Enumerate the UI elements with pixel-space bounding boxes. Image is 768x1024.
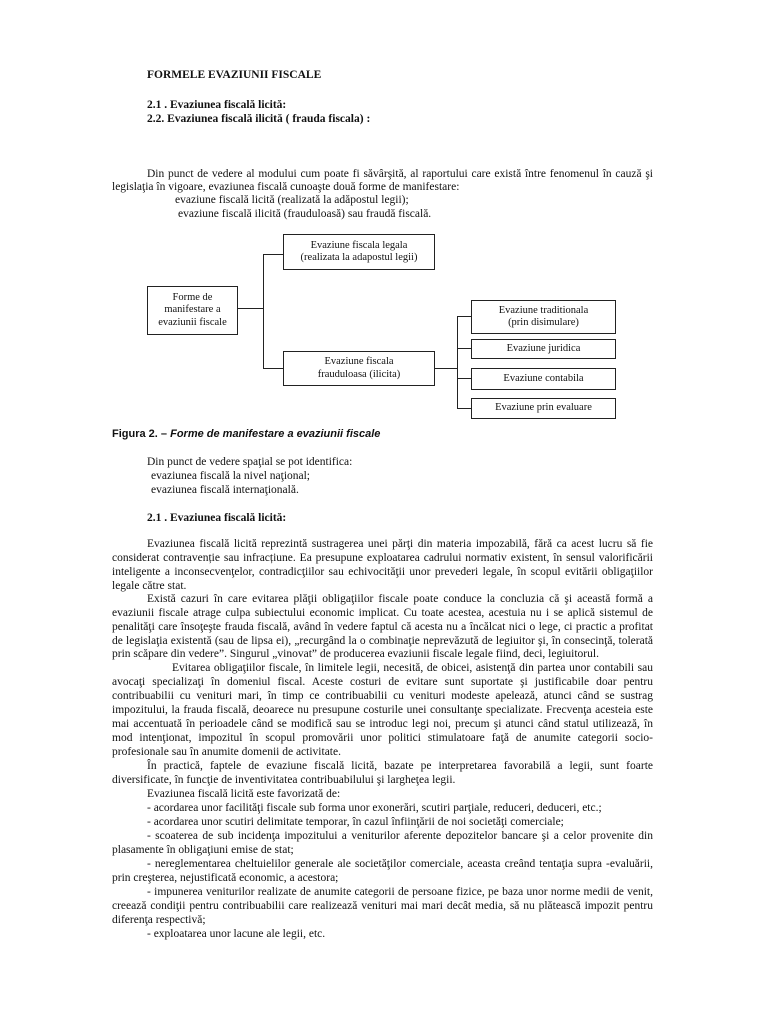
diagram-sub-evaluare: Evaziune prin evaluare [471,398,616,419]
toc-item-ilicita: 2.2. Evaziunea fiscală ilicită ( frauda fiscala) : [147,113,371,125]
diagram-sub-juridica: Evaziune juridica [471,339,616,359]
list-item: - impunerea veniturilor realizate de anumite categorii de persoane fizice, pe baza unor norme medii de venit, [147,886,653,898]
connector-root-vertical [263,254,264,369]
list-item: - acordarea unor scutiri delimitate temporar, în cazul înfiinţării de noi societăţi comerciale; [147,816,564,828]
body-line: diversificate, în funcţie de inventivitatea contribuabilului şi largheţea legii. [112,774,456,786]
spatial-intro: Din punct de vedere spaţial se pot identifica: [147,456,353,468]
spatial-international: evaziunea fiscală internaţională. [151,484,299,496]
connector-root [237,308,264,309]
connector-legal [263,254,283,255]
diagram-sub-contabila: Evaziune contabila [471,368,616,390]
body-line: prin scăpare din vedere”. Singurul „vinovat” de producerea evaziunii fiscale legale fiind, deci, legiuitorul. [112,648,599,660]
body-line: inteligente a inconsecvenţelor, contradicţiilor sau echivocităţii unor prevederi legale, în scopul evitării obligaţiilor [112,566,653,578]
connector-illegal [263,368,283,369]
body-line: impozitului, la frauda fiscală, deoarece nu presupune costurile unei consultanţe specializate. Frecvenţa acesteia este [112,704,653,716]
connector-illegal-out [435,368,458,369]
body-line: Există cazuri în care evitarea plăţii obligaţiilor fiscale poate conduce la concluzia că şi această formă a [147,593,653,605]
list-item: plasamente în obligaţiuni emise de stat; [112,844,294,856]
connector-sub-1 [457,316,471,317]
list-item: prin creşterea, nejustificată economic, a acestora; [112,872,339,884]
body-line: mod intenţionat, impozitul în scopul promovării unor politici stimulatoare faţă de anumite categorii socio- [112,732,653,744]
list-item: - nereglementarea cheltuielilor generale ale societăţilor comerciale, aceasta creând tentaţia supra -evaluării, [147,858,653,870]
intro-form-ilicita: evaziune fiscală ilicită (frauduloasă) sau fraudă fiscală. [178,208,432,220]
list-item: - scoaterea de sub incidenţa impozitului a veniturilor aferente depozitelor bancare şi a celor provenite din [147,830,653,842]
body-line: legale către stat. [112,580,187,592]
body-line: Evitarea obligaţiilor fiscale, în limitele legii, necesită, de obicei, asistenţă din partea unor contabili sau [172,662,653,674]
connector-sub-3 [457,378,471,379]
diagram-illegal-box: Evaziune fiscala frauduloasa (ilicita) [283,351,435,386]
intro-line-1: Din punct de vedere al modului cum poate fi săvârşită, al raportului care există între fenomenul în cauză şi [147,168,653,180]
diagram-legal-box: Evaziune fiscala legala (realizata la adapostul legii) [283,234,435,270]
connector-sub-2 [457,348,471,349]
body-line: contribuabilii cu venituri mari, în timp ce contribuabilii cu venituri modeste apelează, atunci când se sustrag [112,690,653,702]
figure-caption: Figura 2. – Forme de manifestare a evaziunii fiscale [112,428,381,440]
intro-line-2: legislaţia în vigoare, evaziunea fiscală cunoaşte două forme de manifestare: [112,181,460,193]
connector-sub-4 [457,408,471,409]
body-line: profesionale sau în anumite domenii de activitate. [112,746,341,758]
body-line: În practică, faptele de evaziune fiscală licită, bazate pe interpretarea favorabilă a legii, sunt foarte [147,760,653,772]
body-line: penalităţi care însoţeşte frauda fiscală, având în vedere faptul că acesta nu a încălcat nici o lege, ci practic a profitat [112,621,653,633]
toc-item-licita: 2.1 . Evaziunea fiscală licită: [147,99,287,111]
list-item: diferenţa respectivă; [112,914,206,926]
body-line: de legislaţia existentă (sau de lipsa ei), „recurgând la o combinaţie neprevăzută de legiuitor şi, în consecinţă, tolerată [112,635,653,647]
page-title: FORMELE EVAZIUNII FISCALE [147,69,322,81]
body-line: mai accentuată în perioadele când se modifică sau se introduc legi noi, precum şi atunci când statul utilizează, în [112,718,653,730]
connector-sub-vertical [457,316,458,409]
diagram-root-box: Forme de manifestare a evaziunii fiscale [147,286,238,335]
body-line: evaziunii fiscale atrage culpa subiectului economic implicat. Cu toate acestea, acestuia nu i se aplică sistemul de [112,607,653,619]
diagram-sub-traditionala: Evaziune traditionala (prin disimulare) [471,300,616,334]
list-item: creează condiţii pentru contribuabilii care realizează venituri mai mari decât media, să nu plătească impozit pentru [112,900,653,912]
list-item: - acordarea unor facilităţi fiscale sub forma unor exonerări, scutiri parţiale, reduceri, deduceri, etc.; [147,802,602,814]
body-line: Evaziunea fiscală licită reprezintă sustragerea unei părţi din materia impozabilă, fără ca acest lucru să fie [147,538,653,550]
section-heading: 2.1 . Evaziunea fiscală licită: [147,512,287,524]
spatial-national: evaziunea fiscală la nivel naţional; [151,470,311,482]
intro-form-licita: evaziune fiscală licită (realizată la adăpostul legii); [175,194,409,206]
list-item: - exploatarea unor lacune ale legii, etc. [147,928,326,940]
body-line: considerat contravenție sau infracțiune. Ea presupune exploatarea cadrului normativ existent, în sensul valorificării [112,552,653,564]
body-line: avocaţi specializaţi în domeniul fiscal. Aceste costuri de evitare sunt suportate şi justificabile doar pentru [112,676,653,688]
body-line: Evaziunea fiscală licită este favorizată de: [147,788,341,800]
